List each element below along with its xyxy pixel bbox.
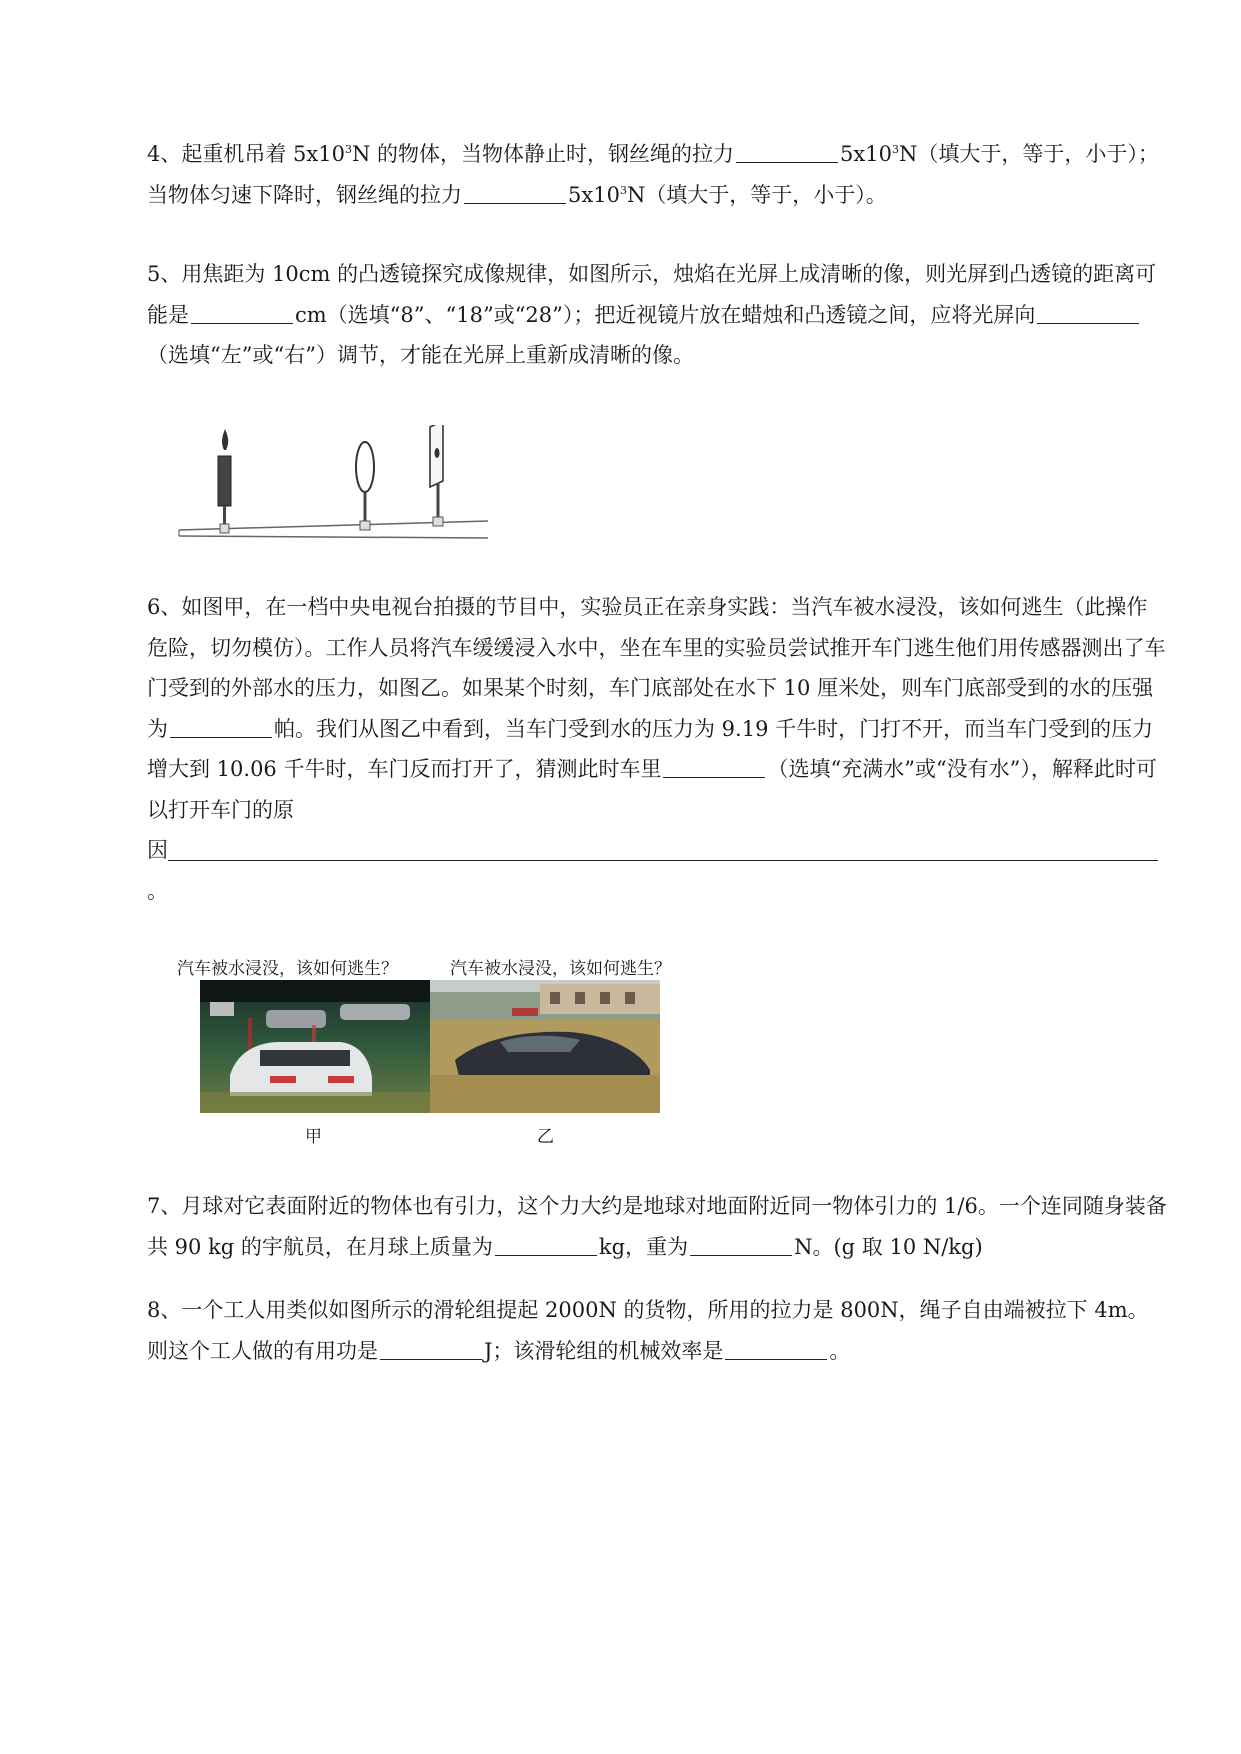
q4-answer-blank-2[interactable]: [464, 183, 566, 204]
q4-answer-blank-1[interactable]: [736, 142, 838, 163]
q7-text-2: kg，重为: [598, 1234, 689, 1259]
candle-icon: [218, 429, 231, 533]
q7-answer-blank-2[interactable]: [690, 1235, 792, 1256]
q5-text-2: cm（选填“8”、“18”或“28”）；把近视镜片放在蜡烛和凸透镜之间，应将光屏向: [295, 302, 1036, 327]
q6-answer-blank-1[interactable]: [170, 717, 272, 738]
q5-answer-blank-1[interactable]: [191, 303, 293, 324]
q8-answer-blank-2[interactable]: [725, 1339, 827, 1360]
q6-text-2: 帕。我们从图乙中看到，当车门受到水的压力为 9.19 千牛时，门打不开，而当车门受到的压力增大到 10.06 千牛时，车门反而打开了，猜测此时车里: [147, 716, 1154, 781]
q7-text-1: 7、月球对它表面附近的物体也有引力，这个力大约是地球对地面附近同一物体引力的 1/6。一个连同随身装备共 90 kg 的宇航员，在月球上质量为: [147, 1194, 1167, 1259]
light-screen-icon: [430, 425, 443, 526]
figure-label-yi: 乙: [537, 1127, 554, 1147]
q8-text-1: 8、一个工人用类似如图所示的滑轮组提起 2000N 的货物，所用的拉力是 800N，绳子自由端被拉下 4m。则这个工人做的有用功是: [147, 1298, 1149, 1363]
flooded-car-photo-right: [430, 980, 660, 1113]
figure-caption-left: 汽车被水浸没，该如何逃生？: [177, 959, 398, 979]
q7-answer-blank-1[interactable]: [495, 1235, 597, 1256]
q5-text-1: 5、用焦距为 10cm 的凸透镜探究成像规律，如图所示，烛焰在光屏上成清晰的像，则光屏到凸透镜的距离可能是: [147, 262, 1157, 327]
q6-text-3: （选填“充满水”或“没有水”），解释此时可以打开车门的原: [147, 757, 1157, 822]
question-6: [147, 587, 1167, 911]
q6-text-4: 因: [147, 838, 168, 862]
q5-answer-blank-2[interactable]: [1037, 303, 1139, 324]
q4-exponent-2: 3: [891, 143, 899, 156]
figure-caption-right: 汽车被水浸没，该如何逃生？: [450, 959, 671, 979]
q4-text-1: 4、起重机吊着 5x10: [147, 142, 345, 166]
q4-exponent-1: 3: [344, 143, 352, 156]
q4-text-6: N（填大于，等于，小于）。: [626, 182, 887, 207]
question-8: [147, 1290, 1167, 1371]
q4-text-4: N（填大于，等于，小于）；当物体匀速下降时，钢丝绳的拉力: [147, 142, 1159, 207]
q4-text-3: 5x10: [840, 142, 892, 166]
q6-text-5: 。: [147, 878, 168, 903]
optical-bench-figure: [176, 425, 494, 545]
q8-text-3: 。: [829, 1338, 851, 1363]
q6-reason-line[interactable]: [168, 838, 1158, 861]
flooded-car-photo-left: [200, 980, 430, 1113]
convex-lens-icon: [356, 442, 374, 530]
q5-text-3: （选填“左”或“右”）调节，才能在光屏上重新成清晰的像。: [147, 343, 694, 367]
q4-text-2: N 的物体，当物体静止时，钢丝绳的拉力: [351, 142, 735, 166]
q7-text-3: N。(g 取 10 N/kg): [794, 1234, 983, 1259]
q8-text-2: J；该滑轮组的机械效率是: [484, 1338, 724, 1363]
question-5: [147, 254, 1167, 376]
q8-answer-blank-1[interactable]: [380, 1339, 482, 1360]
q6-text-1: 6、如图甲，在一档中央电视台拍摄的节目中，实验员正在亲身实践：当汽车被水浸没，该如何逃生（此操作危险，切勿模仿）。工作人员将汽车缓缓浸入水中，坐在车里的实验员尝试推开车门逃生他们用传感器测出了车门受到的外部水的压力，如图乙。如果某个时刻，车门底部处在水下 10 厘米处，则车门底部受到的水的压强为: [147, 595, 1166, 741]
question-4: [147, 134, 1167, 215]
figure-label-jia: 甲: [305, 1127, 322, 1147]
q4-text-5: 5x10: [568, 182, 620, 207]
q4-exponent-3: 3: [619, 183, 627, 197]
question-7: [147, 1186, 1167, 1267]
q6-answer-blank-2[interactable]: [663, 757, 765, 778]
